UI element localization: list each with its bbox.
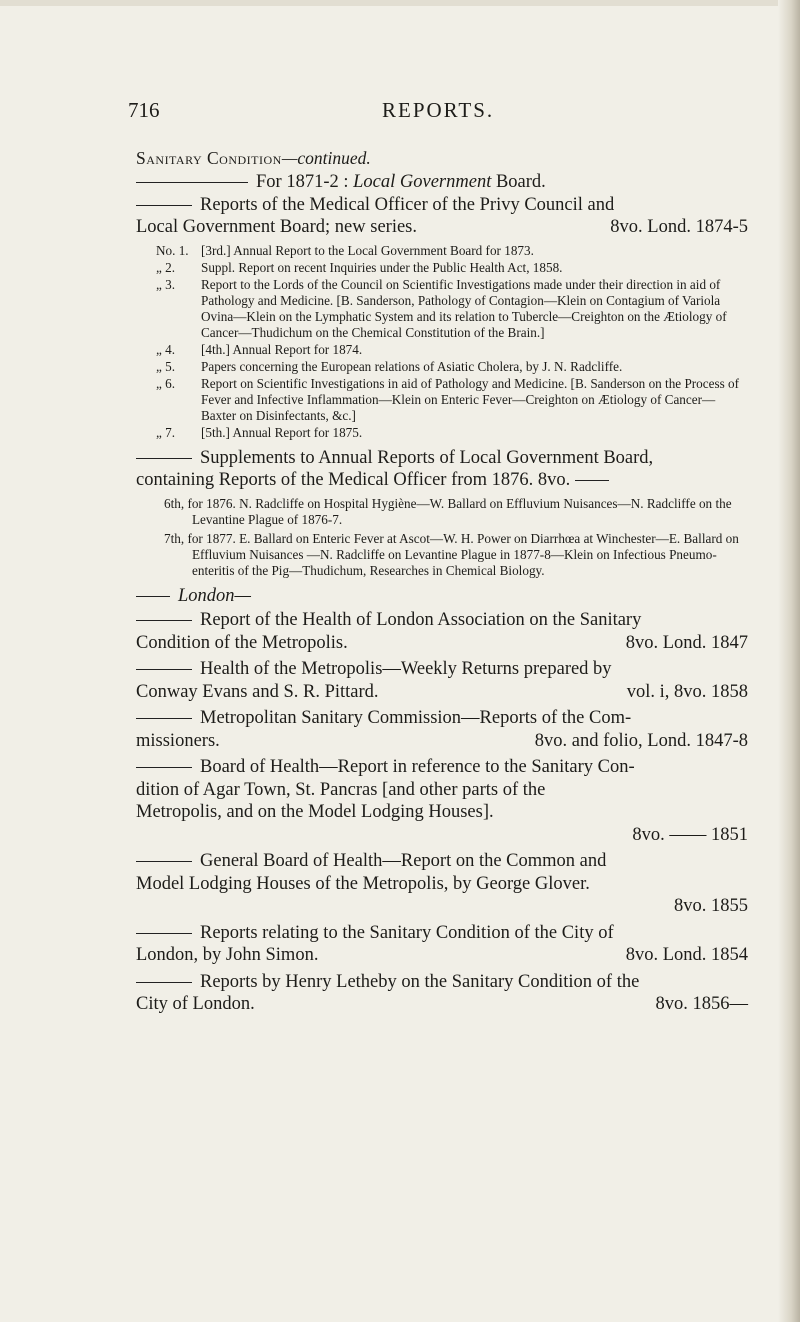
ditto-rule <box>136 767 192 768</box>
ditto-rule <box>136 982 192 983</box>
entry-line: Health of the Metropolis—Weekly Returns prepared by <box>200 659 612 679</box>
list-item <box>156 359 748 375</box>
ditto-rule <box>136 718 192 719</box>
list-item <box>156 425 748 441</box>
entry-line: Report of the Health of London Association on the Sanitary <box>200 610 642 630</box>
item-number: „ 5. <box>156 358 176 374</box>
supplement-entry: 6th, for 1876. N. Radcliffe on Hospital Hygiène—W. Ballard on Effluvium Nuisances—N. Radcliffe on the Levantine Plague of 1876-7. <box>164 495 732 527</box>
entry-pub: 8vo. and folio, Lond. 1847-8 <box>534 730 748 751</box>
london-entry <box>136 971 748 1016</box>
item-text: Papers concerning the European relations of Asiatic Cholera, by J. N. Radcliffe. <box>201 358 623 374</box>
entry-pub: 8vo. 1855 <box>674 896 748 916</box>
item-text: Report to the Lords of the Council on Scientific Investigations made under their direction in aid of Pathology and Medicine. [B. Sanderson, Pathology of Contagion—Klein on Contagium of Variola Ovina—Klein on the Lymphatic System and its relation to Tubercle—Creighton on the Ætiology of Cancer—Thudichum on the Chemical Constitution of the Brain.] <box>201 276 727 340</box>
item-number: No. 1. <box>156 242 189 258</box>
london-entry <box>136 609 748 654</box>
page-header <box>128 98 738 132</box>
item-number: „ 3. <box>156 276 176 292</box>
ditto-rule <box>136 933 192 934</box>
london-entry <box>136 756 748 846</box>
list-item <box>156 260 748 276</box>
item-text: Suppl. Report on recent Inquiries under the Public Health Act, 1858. <box>201 259 563 275</box>
entry-line: Metropolitan Sanitary Commission—Reports of the Com- <box>200 708 632 728</box>
supplement-entry: 7th, for 1877. E. Ballard on Enteric Fever at Ascot—W. H. Power on Diarrhœa at Winchester—E. Ballard on Effluvium Nuisances —N. Radcliffe on Levantine Plague in 1877-8—Klein on Infectious Pneumo-enteritis of the Pig—Thudichum, Researches in Chemical Biology. <box>164 530 739 578</box>
reports-mo-line1: Reports of the Medical Officer of the Privy Council and <box>200 194 615 215</box>
entry-pub: 8vo. 1856— <box>655 994 748 1014</box>
item-text: [4th.] Annual Report for 1874. <box>201 341 363 357</box>
list-item <box>156 376 748 424</box>
ditto-rule <box>136 596 170 597</box>
list-item <box>156 342 748 358</box>
entry-pub: vol. i, 8vo. 1858 <box>626 681 748 702</box>
section-title <box>136 147 748 169</box>
list-item <box>156 243 748 259</box>
top-edge <box>0 0 800 6</box>
section-continued: —continued. <box>281 148 371 168</box>
ditto-rule <box>136 205 192 206</box>
subhead-body: Local Government <box>353 172 492 192</box>
entry-line: London, by John Simon. <box>136 945 319 965</box>
reports-mo-pub: 8vo. Lond. 1874-5 <box>610 217 748 237</box>
entry-line: dition of Agar Town, St. Pancras [and other parts of the <box>136 779 546 800</box>
entry-line: Condition of the Metropolis. <box>136 632 348 653</box>
running-title: REPORTS. <box>382 98 495 122</box>
supplements-line1: Supplements to Annual Reports of Local Government Board, <box>200 447 654 468</box>
ditto-rule <box>136 182 248 183</box>
entry-pub: 8vo. Lond. 1854 <box>625 945 748 965</box>
subhead-suffix: Board. <box>491 172 546 192</box>
item-number: „ 4. <box>156 341 176 357</box>
page-content <box>136 147 748 1020</box>
item-list <box>156 243 748 441</box>
supplement-entries <box>164 496 748 579</box>
entry-line: missioners. <box>136 730 220 751</box>
page-number: 716 <box>128 98 160 122</box>
ditto-rule <box>575 480 609 481</box>
item-number: „ 6. <box>156 375 176 391</box>
ditto-rule <box>136 458 192 459</box>
entry-line: Reports relating to the Sanitary Condition of the City of <box>200 922 614 943</box>
item-number: „ 2. <box>156 259 176 275</box>
item-text: [3rd.] Annual Report to the Local Government Board for 1873. <box>201 242 534 258</box>
supplements <box>136 447 748 492</box>
london-entry <box>136 850 748 918</box>
item-text: Report on Scientific Investigations in aid of Pathology and Medicine. [B. Sanderson on the Process of Fever and Infective Inflammation—Klein on Enteric Fever—Creighton on Ætiology of Cancer—Baxter on Disinfectants, &c.] <box>201 375 740 423</box>
london-heading-text: London— <box>178 585 251 606</box>
list-item <box>156 277 748 341</box>
london-entry <box>136 707 748 752</box>
supplements-line2: containing Reports of the Medical Officer from 1876. 8vo. <box>136 470 571 490</box>
ditto-rule <box>136 620 192 621</box>
entry-line: City of London. <box>136 994 255 1014</box>
subhead <box>136 171 748 194</box>
item-text: [5th.] Annual Report for 1875. <box>201 424 363 440</box>
page-edge-shadow <box>778 0 800 1322</box>
entry-line: General Board of Health—Report on the Common and <box>200 851 607 871</box>
ditto-rule <box>136 861 192 862</box>
section-title-text: Sanitary Condition <box>136 148 282 168</box>
reports-medical-officer <box>136 194 748 239</box>
london-heading <box>136 585 748 608</box>
entry-line: Board of Health—Report in reference to the Sanitary Con- <box>200 757 635 777</box>
ditto-rule <box>136 669 192 670</box>
subhead-prefix: For 1871-2 : <box>256 172 354 192</box>
entry-pub: 8vo. Lond. 1847 <box>625 632 748 653</box>
entry-line: Model Lodging Houses of the Metropolis, by George Glover. <box>136 873 590 894</box>
entry-line: Conway Evans and S. R. Pittard. <box>136 681 379 702</box>
item-number: „ 7. <box>156 424 176 440</box>
london-entry <box>136 658 748 703</box>
entry-pub: 8vo. —— 1851 <box>632 824 748 845</box>
reports-mo-line2: Local Government Board; new series. <box>136 217 418 237</box>
entry-line: Reports by Henry Letheby on the Sanitary Condition of the <box>200 971 640 992</box>
london-entry <box>136 922 748 967</box>
entry-line: Metropolis, and on the Model Lodging Houses]. <box>136 802 494 822</box>
